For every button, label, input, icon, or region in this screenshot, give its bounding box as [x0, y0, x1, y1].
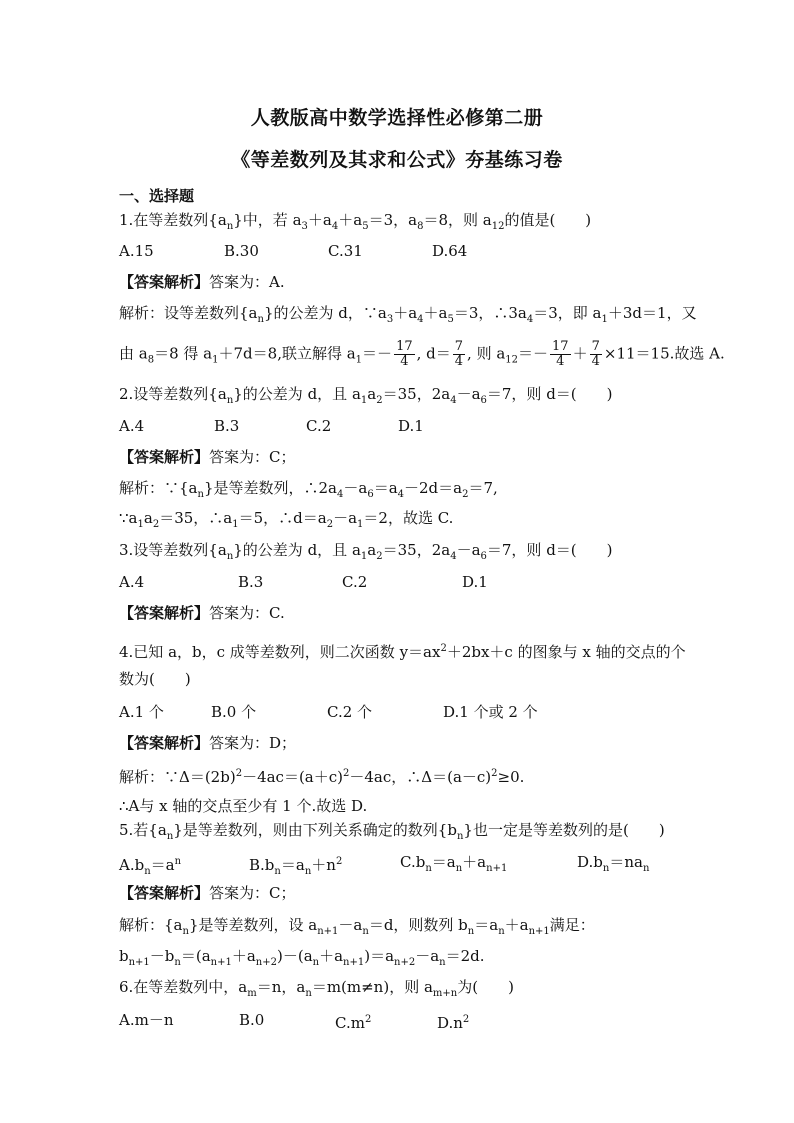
- q4-answer: 【答案解析】答案为：D；: [119, 734, 297, 752]
- question-5-stem: 5.若$\{a_n\}$是等差数列，则由下列关系确定的数列$\{b_n\}$也一定是等差数列的是( ): [119, 821, 665, 842]
- q4-solution-line-1: 解析：$\because\Delta=(2b)^2-4ac=(a+c)^2-4ac$，$\therefore\Delta=(a-c)^2\ge 0$.: [119, 768, 525, 786]
- q4-solution-line-2: ∴A与 x 轴的交点至少有 1 个.故选 D.: [119, 797, 368, 815]
- q6-option-d: $D.n^2$: [437, 1014, 470, 1032]
- q2-answer: 【答案解析】答案为：C；: [119, 448, 296, 466]
- q1-solution-line-2: 由 $a_8=8$ 得 $a_1+7d=8$,联立解得 $a_1=-$ $\frac{17}{4}$ , d＝ $\frac{7}{4}$ , 则 $a_{12}=-$ $\frac{17}{4}$ ＋ $\frac{7}{4}$ ×11＝15.故选 A.: [119, 339, 725, 369]
- fraction: $\frac{7}{4}$: [591, 339, 600, 369]
- q3-answer: 【答案解析】答案为：C.: [119, 604, 285, 622]
- q5-solution-line-2: $b_{n+1}-b_n=(a_{n+1}+a_{n+2})-(a_n+a_{n+1})=a_{n+2}-a_n=2d$.: [119, 947, 485, 968]
- q2-solution-line-2: $\because a_1a_2=35$，$\therefore a_1=5$，$\therefore d=a_2-a_1=2$，故选 C.: [119, 509, 454, 530]
- question-6-stem: 6.在等差数列中，$a_m=n$，$a_n=m(m\ne n)$，则 $a_{m+n}$为( ): [119, 978, 514, 999]
- q5-option-c: $C.b_n=a_n+a_{n+1}$: [400, 853, 508, 874]
- question-1-stem: 1.在等差数列$\{a_n\}$中，若 $a_3+a_4+a_5=3$，$a_8=8$，则 $a_{12}$的值是( ): [119, 211, 592, 232]
- question-4-stem-line-1: 4.已知 a，b，c 成等差数列，则二次函数 $y=ax^2+2bx+c$ 的图象与 x 轴的交点的个: [119, 643, 686, 661]
- q5-option-d: $D.b_n=na_n$: [577, 853, 650, 874]
- q5-solution-line-1: 解析：$\{a_n\}$是等差数列，设 $a_{n+1}-a_n=d$，则数列 $b_n=a_n+a_{n+1}$满足：: [119, 916, 595, 937]
- section-heading: 一、选择题: [119, 187, 195, 205]
- q2-solution-line-1: 解析：$\because\{a_n\}$是等差数列，$\therefore 2a_4-a_6=a_4-2d=a_2=7$,: [119, 479, 498, 500]
- q5-option-b: $B.b_n=a_n+n^2$: [249, 856, 343, 877]
- q4-option-d: D.1 个或 2 个: [443, 703, 538, 721]
- question-2-stem: 2.设等差数列$\{a_n\}$的公差为 d，且 $a_1a_2=35$，$2a_4-a_6=7$，则 d＝( ): [119, 385, 613, 406]
- q3-option-c: C.2: [342, 573, 368, 591]
- fraction: $\frac{17}{4}$: [552, 339, 569, 369]
- document-subtitle: 《等差数列及其求和公式》夯基练习卷: [231, 149, 563, 171]
- q2-option-a: A.4: [119, 417, 145, 435]
- q5-option-a: $A.b_n=a^n$: [119, 856, 182, 877]
- q1-option-d: D.64: [432, 242, 468, 260]
- q6-option-b: B.0: [239, 1011, 265, 1029]
- q2-option-c: C.2: [306, 417, 332, 435]
- document-title: 人教版高中数学选择性必修第二册: [250, 107, 544, 129]
- question-3-stem: 3.设等差数列$\{a_n\}$的公差为 d，且 $a_1a_2=35$，$2a_4-a_6=7$，则 d＝( ): [119, 541, 613, 562]
- q6-option-a: A.m－n: [119, 1011, 174, 1029]
- q6-option-c: $C.m^2$: [335, 1014, 372, 1032]
- question-4-stem-line-2: 数为( ): [119, 670, 191, 688]
- q1-answer: 【答案解析】答案为：A.: [119, 273, 285, 291]
- fraction: $\frac{7}{4}$: [454, 339, 464, 369]
- q3-option-b: B.3: [238, 573, 264, 591]
- q4-option-c: C.2 个: [327, 703, 373, 721]
- q5-answer: 【答案解析】答案为：C；: [119, 884, 296, 902]
- q3-option-d: D.1: [462, 573, 488, 591]
- q1-solution-line-1: 解析：设等差数列$\{a_n\}$的公差为 d，$\because a_3+a_4+a_5=3$，$\therefore 3a_4=3$，即 $a_1+3d=1$，又: [119, 304, 697, 325]
- q4-option-b: B.0 个: [211, 703, 257, 721]
- q4-option-a: A.1 个: [119, 703, 164, 721]
- q1-option-b: B.30: [224, 242, 259, 260]
- fraction: $\frac{17}{4}$: [396, 339, 413, 369]
- q1-option-c: C.31: [328, 242, 363, 260]
- q2-option-d: D.1: [398, 417, 424, 435]
- q3-option-a: A.4: [119, 573, 145, 591]
- q2-option-b: B.3: [214, 417, 240, 435]
- q1-option-a: A.15: [119, 242, 154, 260]
